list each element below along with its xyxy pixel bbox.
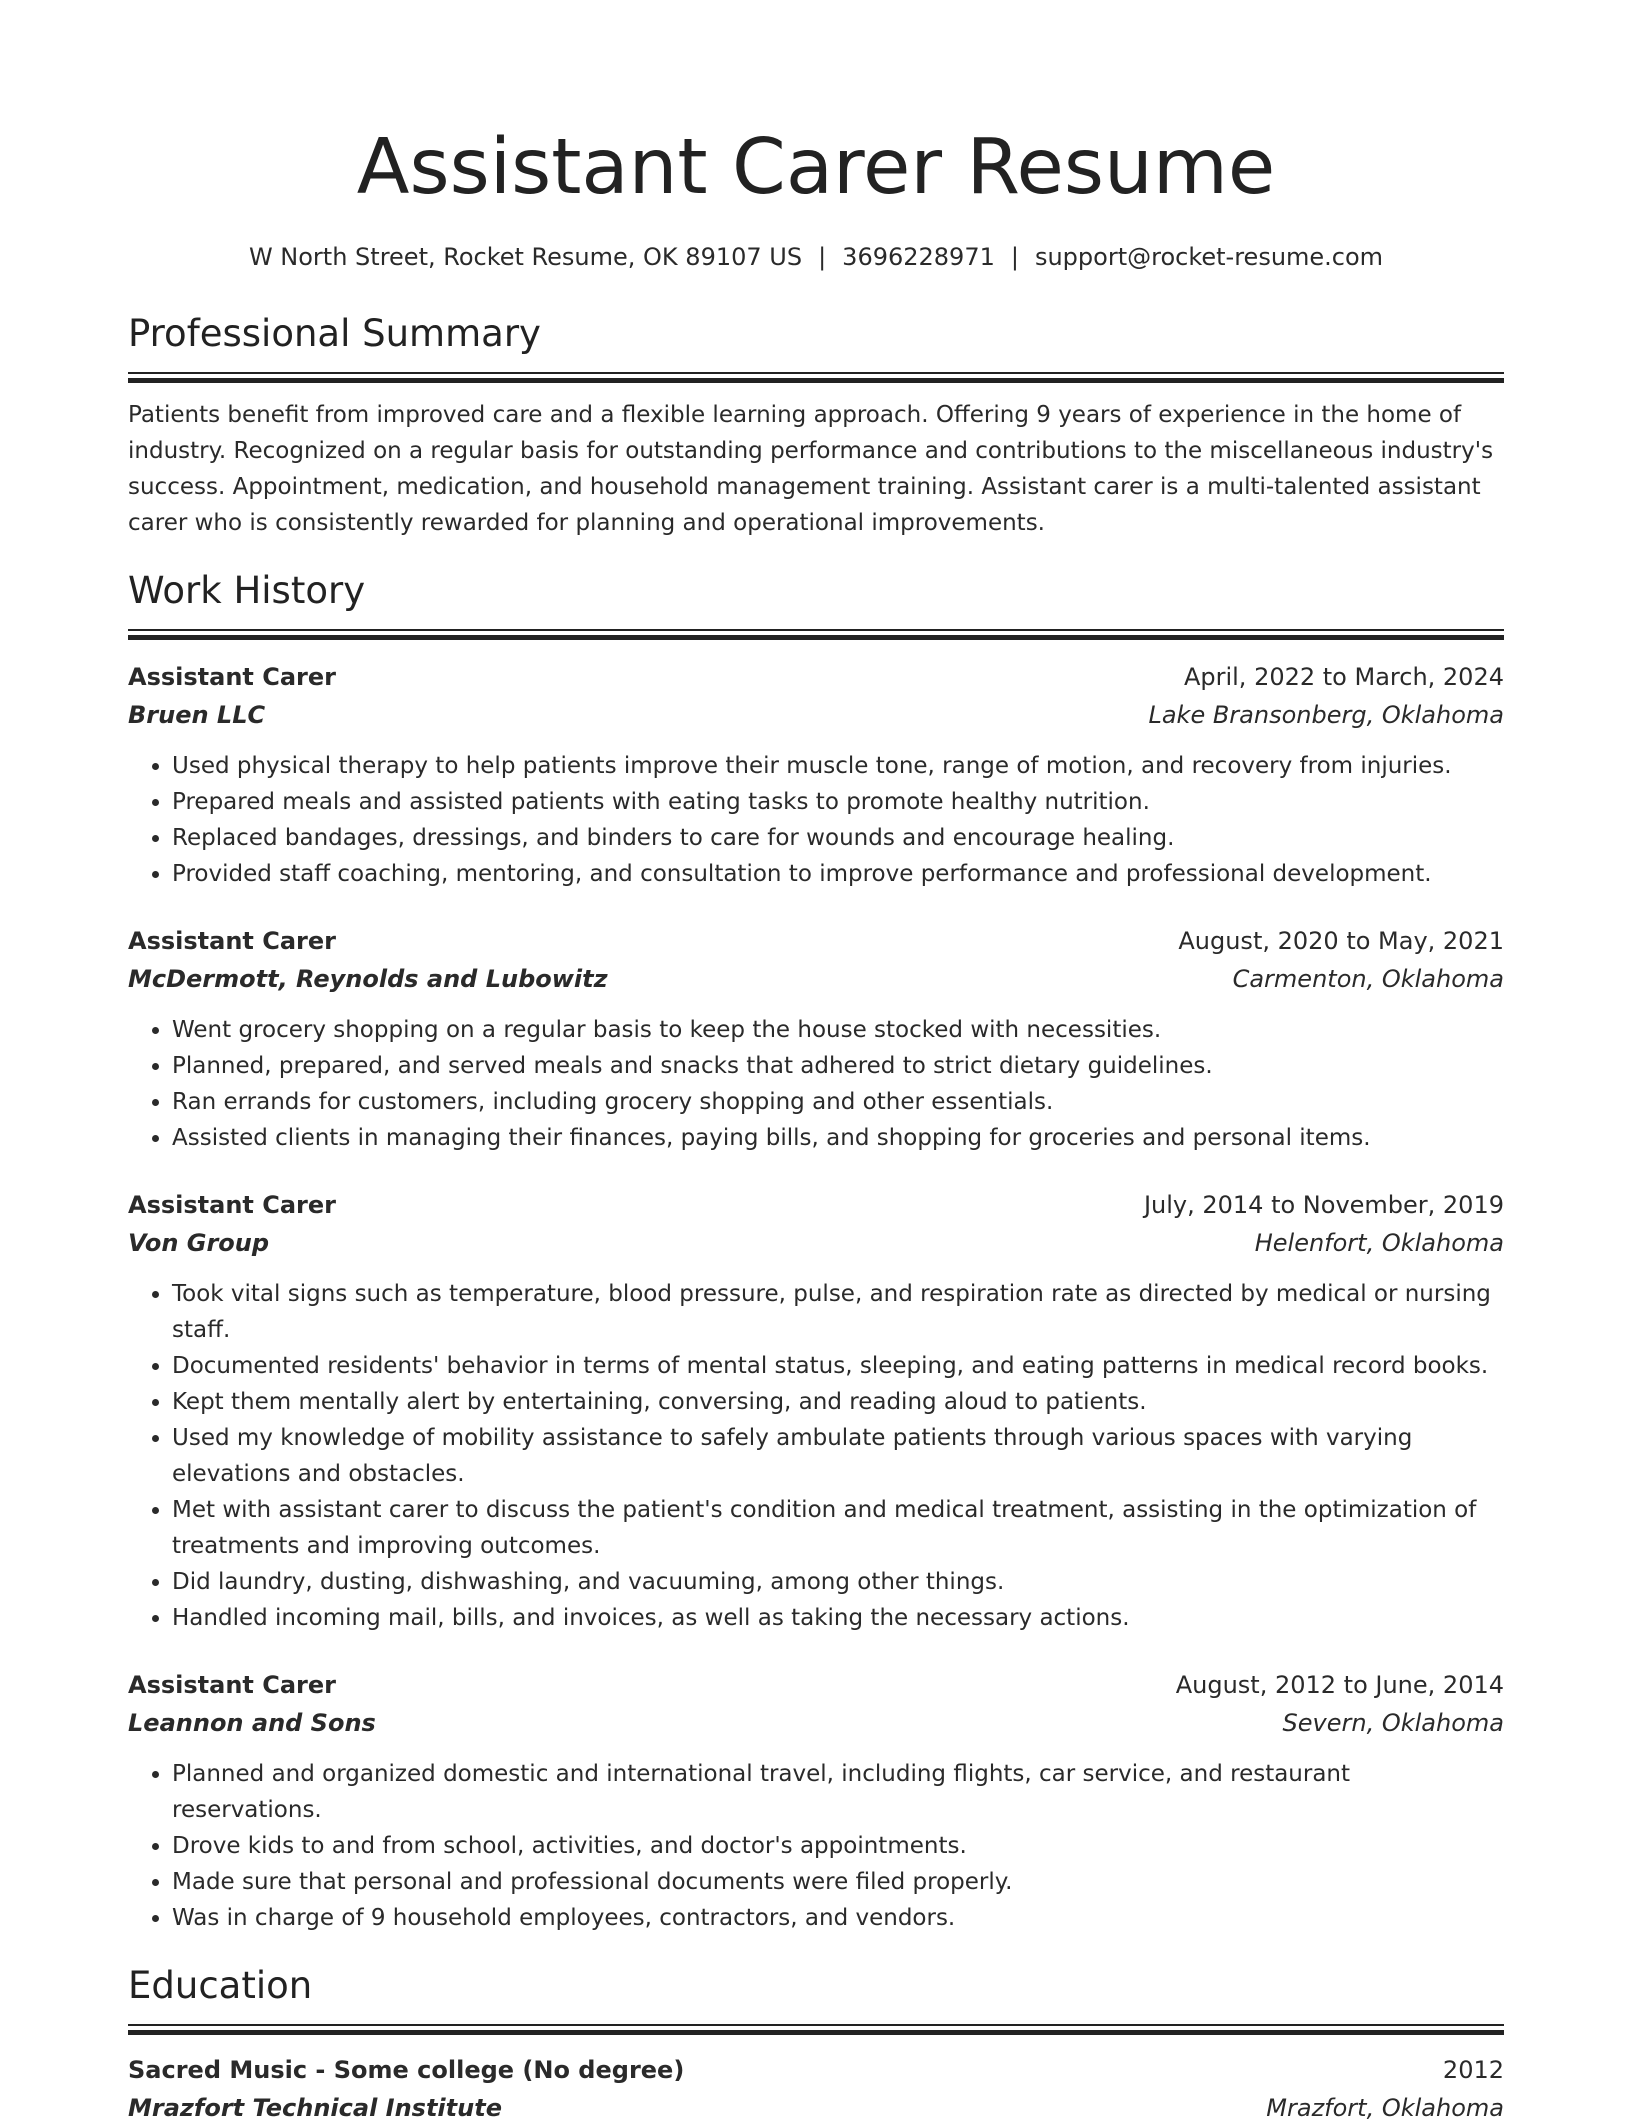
- section-divider: [128, 372, 1504, 383]
- section-title-education: Education: [128, 1964, 313, 2007]
- job-dates: August, 2020 to May, 2021: [1178, 927, 1504, 955]
- job-bullet: • Used my knowledge of mobility assistance to safely ambulate patients through various spaces with varying elevations and obstacles.: [172, 1420, 1504, 1492]
- job-bullet: • Documented residents' behavior in terms of mental status, sleeping, and eating patterns in medical record books.: [172, 1348, 1504, 1384]
- section-title-summary: Professional Summary: [128, 312, 541, 355]
- work-history-section: [128, 567, 1504, 1936]
- job-bullet: • Met with assistant carer to discuss the patient's condition and medical treatment, assisting in the optimization of treatments and improving outcomes.: [172, 1492, 1504, 1564]
- job-bullet: • Ran errands for customers, including grocery shopping and other essentials.: [172, 1084, 1504, 1120]
- job-entry: [128, 922, 1504, 1156]
- resume-page: [128, 0, 1504, 2127]
- resume-title: Assistant Carer Resume: [356, 123, 1276, 212]
- job-bullet: • Made sure that personal and professional documents were filed properly.: [172, 1864, 1504, 1900]
- education-section: [128, 1962, 1504, 2127]
- job-location: Lake Bransonberg, Oklahoma: [1148, 701, 1504, 729]
- job-bullet: • Replaced bandages, dressings, and binders to care for wounds and encourage healing.: [172, 820, 1504, 856]
- job-company: Von Group: [128, 1229, 270, 1257]
- education-year: 2012: [1442, 2056, 1504, 2084]
- contact-email: support@rocket-resume.com: [1034, 243, 1384, 271]
- job-title: Assistant Carer: [128, 1191, 336, 1219]
- job-entry: [128, 1186, 1504, 1636]
- job-bullet: • Drove kids to and from school, activities, and doctor's appointments.: [172, 1828, 1504, 1864]
- section-divider: [128, 2024, 1504, 2035]
- job-location: Carmenton, Oklahoma: [1232, 965, 1504, 993]
- job-bullet: • Was in charge of 9 household employees, contractors, and vendors.: [172, 1900, 1504, 1936]
- job-company: Leannon and Sons: [128, 1709, 376, 1737]
- job-bullet: • Assisted clients in managing their finances, paying bills, and shopping for groceries and personal items.: [172, 1120, 1504, 1156]
- summary-text: Patients benefit from improved care and a flexible learning approach. Offering 9 years of experience in the home of industry. Recognized on a regular basis for outstanding performance and contributions to the miscellaneous industry's success. Appointment, medication, and household management training. Assistant carer is a multi-talented assistant carer who is consistently rewarded for planning and operational improvements.: [128, 402, 1494, 536]
- job-bullet: • Did laundry, dusting, dishwashing, and vacuuming, among other things.: [172, 1564, 1504, 1600]
- job-dates: August, 2012 to June, 2014: [1175, 1671, 1504, 1699]
- job-bullet: • Planned and organized domestic and international travel, including flights, car service, and restaurant reservations.: [172, 1756, 1504, 1828]
- job-bullet: • Went grocery shopping on a regular basis to keep the house stocked with necessities.: [172, 1012, 1504, 1048]
- job-bullets: [128, 1756, 1504, 1936]
- education-entry: [128, 2051, 1504, 2127]
- job-bullet: • Took vital signs such as temperature, blood pressure, pulse, and respiration rate as directed by medical or nursing staff.: [172, 1276, 1504, 1348]
- job-entry: [128, 1666, 1504, 1936]
- contact-separator: |: [818, 243, 827, 271]
- education-location: Mrazfort, Oklahoma: [1266, 2094, 1504, 2122]
- contact-phone: 3696228971: [842, 243, 995, 271]
- contact-address: W North Street, Rocket Resume, OK 89107 US: [248, 243, 803, 271]
- job-title: Assistant Carer: [128, 1671, 336, 1699]
- contact-separator: |: [1010, 243, 1019, 271]
- section-title-work: Work History: [128, 569, 366, 612]
- job-bullets: [128, 1012, 1504, 1156]
- job-bullet: • Kept them mentally alert by entertaining, conversing, and reading aloud to patients.: [172, 1384, 1504, 1420]
- professional-summary-section: [128, 310, 1504, 541]
- job-bullets: [128, 748, 1504, 892]
- job-bullet: • Provided staff coaching, mentoring, and consultation to improve performance and professional development.: [172, 856, 1504, 892]
- job-location: Severn, Oklahoma: [1282, 1709, 1504, 1737]
- job-location: Helenfort, Oklahoma: [1254, 1229, 1504, 1257]
- job-bullet: • Planned, prepared, and served meals and snacks that adhered to strict dietary guidelines.: [172, 1048, 1504, 1084]
- job-company: Bruen LLC: [128, 701, 266, 729]
- job-dates: July, 2014 to November, 2019: [1143, 1191, 1504, 1219]
- job-dates: April, 2022 to March, 2024: [1183, 663, 1504, 691]
- job-bullets: [128, 1276, 1504, 1636]
- section-divider: [128, 629, 1504, 640]
- education-degree: Sacred Music - Some college (No degree): [128, 2056, 685, 2084]
- job-entry: [128, 658, 1504, 892]
- job-company: McDermott, Reynolds and Lubowitz: [128, 965, 608, 993]
- job-title: Assistant Carer: [128, 927, 336, 955]
- education-school: Mrazfort Technical Institute: [128, 2094, 502, 2122]
- job-bullet: • Handled incoming mail, bills, and invoices, as well as taking the necessary actions.: [172, 1600, 1504, 1636]
- contact-line: [128, 240, 1504, 274]
- job-bullet: • Prepared meals and assisted patients with eating tasks to promote healthy nutrition.: [172, 784, 1504, 820]
- job-bullet: • Used physical therapy to help patients improve their muscle tone, range of motion, and recovery from injuries.: [172, 748, 1504, 784]
- job-title: Assistant Carer: [128, 663, 336, 691]
